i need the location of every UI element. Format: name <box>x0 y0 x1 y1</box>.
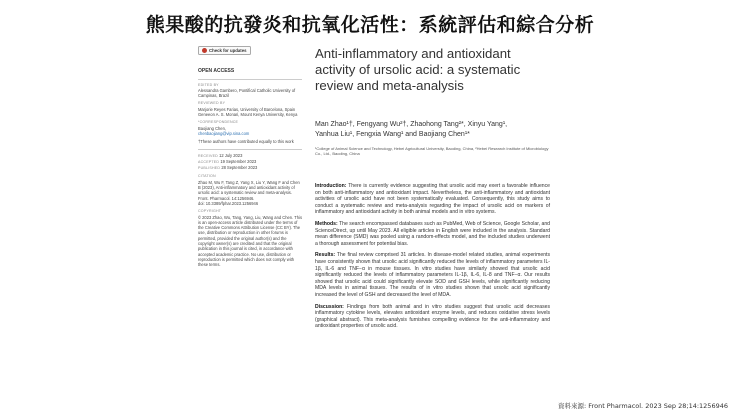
reviewed-by-value: Marjorie Reyes Farias, University of Barcelona, Spain Geneeon A. S. Monari, Mount Kenya University, Kenya <box>198 106 298 118</box>
copyright-value: © 2023 Zhao, Wu, Tang, Yang, Liu, Wang and Chen. This is an open-access article distributed under the terms of the Creative Commons Attribution License (CC BY). The use, distribution or reproduction in other forums is permitted, provided the original author(s) and the copyright owner(s) are credited and that the original publication in this journal is cited, in accordance with accepted academic practice. No use, distribution or reproduction is permitted which does not comply with these terms. <box>198 214 302 268</box>
received-row <box>198 153 302 172</box>
authors-line-2: Yanhua Liu¹, Fengxia Wang¹ and Baojiang Chen¹* <box>315 131 470 138</box>
abstract-methods <box>315 221 550 247</box>
banner-title: 熊果酸的抗發炎和抗氧化活性：系統評估和綜合分析 <box>145 14 595 36</box>
received-label: RECEIVED <box>198 153 218 158</box>
authors-line-1: Man Zhao¹†, Fengyang Wu²†, Zhaohong Tang²*, Xinyu Yang¹, <box>315 121 508 128</box>
accepted-date: 19 September 2023 <box>220 158 257 164</box>
affiliations: ¹College of Animal Science and Technology, Hebei Agricultural University, Baoding, China, ²Hebei Research Institute of Microbiology Co., Ltd., Baoding, China <box>315 146 549 156</box>
methods-text: The search encompassed databases such as PubMed, Web of Science, Google Scholar, and ScienceDirect, up until May 2023. All eligible articles in English were included in the analysis. Standard mean difference (SMD) was pooled using a random-effects model, and the included studies underwent a thorough assessment for potential bias. <box>315 220 550 247</box>
open-access-label: OPEN ACCESS <box>198 68 235 75</box>
divider <box>198 149 302 150</box>
check-updates-icon <box>202 48 207 53</box>
reviewed-by-label: REVIEWED BY <box>198 101 226 106</box>
results-label: Results: <box>315 252 336 259</box>
published-label: PUBLISHED <box>198 166 221 171</box>
edited-by-value: Alessandra Gambero, Pontifical Catholic University of Campinas, Brazil <box>198 87 296 99</box>
published-date: 28 September 2023 <box>221 165 258 171</box>
results-text: The final review comprised 31 articles. In disease-model related studies, animal experiments have consistently shown that ursolic acid significantly reduced the levels of inflammatory parameters IL-1β, IL-6 and TNF−α in mouse tissues. In vitro studies have similarly showed that ursolic acid significantly reduced the levels of inflammatory parameters IL-1β, IL-6, IL-8 and TNF−α. Our results showed that ursolic acid could significantly elevate SOD and GSH levels, while significantly reducing MDA levels in animal tissues. The results of in vitro studies shown that ursolic acid significantly increased the level of GSH and decreased the level of MDA. <box>315 252 550 298</box>
article-info-sidebar <box>198 46 302 271</box>
equal-contribution-note: †These authors have contributed equally to this work <box>198 139 294 145</box>
citation-label: CITATION <box>198 174 216 179</box>
correspondence-label: *CORRESPONDENCE <box>198 120 239 125</box>
abstract-discussion <box>315 304 550 330</box>
source-citation: 資料來源: Front Pharmacol. 2023 Sep 28;14:1256946 <box>558 402 728 410</box>
edited-by-label: EDITED BY <box>198 82 219 87</box>
correspondence-email-link[interactable]: chenbaojiang@vip.sina.com <box>198 130 250 136</box>
citation-value: Zhao M, Wu F, Tang Z, Yang X, Liu Y, Wang F and Chen B (2023), Anti-inflammatory and antioxidant activity of ursolic acid: a systematic review and meta-analysis. Front. Pharmacol. 14:1256946. doi: 10.3389/fphar.2023.1256946 <box>198 179 300 206</box>
check-for-updates-label: Check for updates <box>209 48 247 53</box>
check-for-updates-button[interactable] <box>198 46 251 55</box>
introduction-label: Introduction: <box>315 183 347 189</box>
article-title: Anti-inflammatory and antioxidant activity of ursolic acid: a systematic review and meta-analysis <box>315 46 521 93</box>
author-list <box>315 120 550 140</box>
divider <box>198 79 302 80</box>
accepted-label: ACCEPTED <box>198 159 220 164</box>
discussion-text: Findings from both animal and in vitro studies suggest that ursolic acid decreases inflammatory cytokine levels, elevates antioxidant enzyme levels, and reduces oxidative stress levels (graphical abstract). This meta-analysis furnishes compelling evidence for the anti-inflammatory and antioxidant properties of ursolic acid. <box>315 303 550 330</box>
abstract-introduction <box>315 183 550 216</box>
introduction-text: There is currently evidence suggesting that ursolic acid may exert a favorable influence on both anti-inflammatory and antioxidant impact. Nevertheless, the anti-inflammatory and antioxidant activities of ursolic acid have not been systematically evaluated. Consequently, this study aims to conduct a systematic review and meta-analysis regarding the impact of ursolic acid on markers of inflammatory and antioxidant activity in both animal models and in vitro systems. <box>315 183 550 216</box>
copyright-label: COPYRIGHT <box>198 209 222 214</box>
abstract <box>315 183 550 335</box>
abstract-results <box>315 252 550 298</box>
methods-label: Methods: <box>315 220 338 227</box>
received-date: 12 July 2023 <box>219 152 243 158</box>
discussion-label: Discussion: <box>315 303 344 310</box>
correspondence-name: Baojiang Chen, <box>198 125 226 131</box>
